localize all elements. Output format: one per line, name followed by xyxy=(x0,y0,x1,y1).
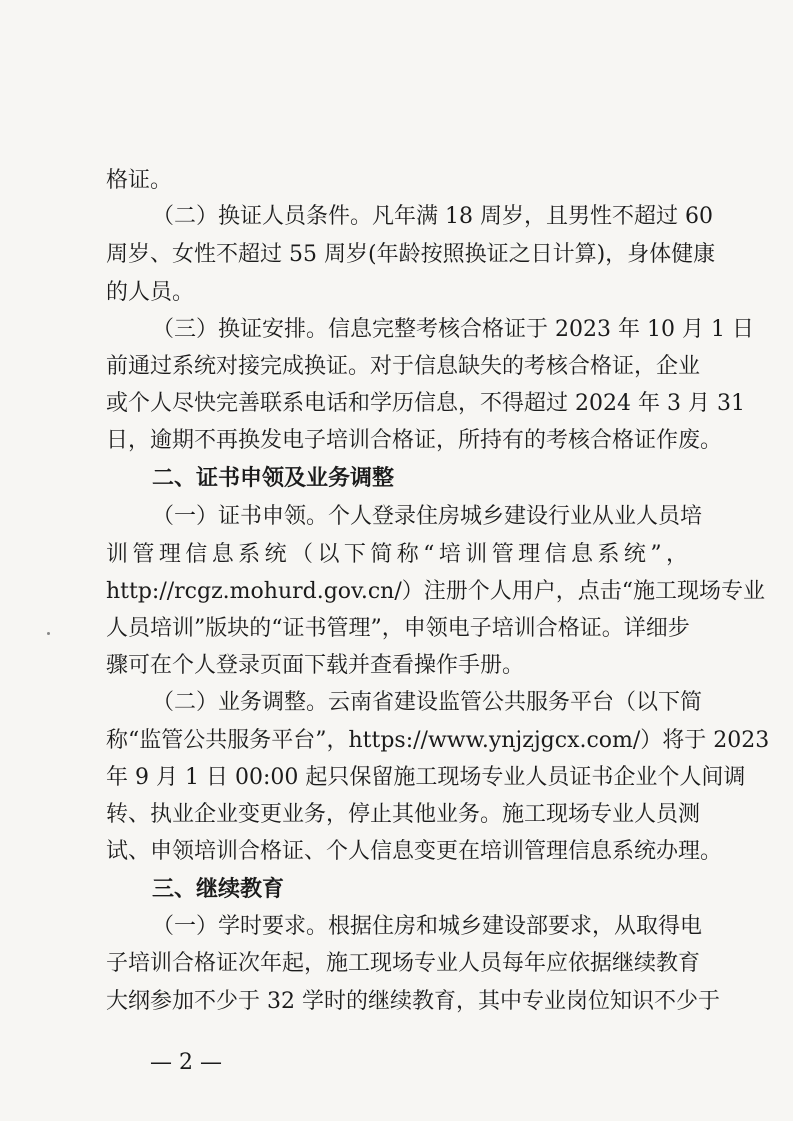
text-line: 训管理信息系统（以下简称“培训管理信息系统”， xyxy=(106,542,688,567)
text-line: （二）业务调整。云南省建设监管公共服务平台（以下简 xyxy=(152,690,703,715)
scan-speck xyxy=(47,632,50,635)
text-line: 格证。 xyxy=(106,168,173,193)
text-line: 年 9 月 1 日 00:00 起只保留施工现场专业人员证书企业个人间调 xyxy=(106,765,746,790)
text-line: http://rcgz.mohurd.gov.cn/）注册个人用户，点击“施工现场专业 xyxy=(106,579,766,604)
text-line: 周岁、女性不超过 55 周岁(年龄按照换证之日计算)，身体健康 xyxy=(106,242,716,267)
section-heading: 三、继续教育 xyxy=(152,877,285,902)
text-line: 子培训合格证次年起，施工现场专业人员每年应依据继续教育 xyxy=(106,951,701,976)
section-heading: 二、证书申领及业务调整 xyxy=(152,466,395,491)
text-line: 试、申领培训合格证、个人信息变更在培训管理信息系统办理。 xyxy=(106,839,723,864)
text-line: 转、执业企业变更业务，停止其他业务。施工现场专业人员测 xyxy=(106,802,701,827)
text-line: 骤可在个人登录页面下载并查看操作手册。 xyxy=(106,653,525,678)
text-line: 人员培训”版块的“证书管理”，申领电子培训合格证。详细步 xyxy=(106,616,690,641)
text-line: 或个人尽快完善联系电话和学历信息，不得超过 2024 年 3 月 31 xyxy=(106,391,745,416)
text-line: 的人员。 xyxy=(106,280,195,305)
text-line: 前通过系统对接完成换证。对于信息缺失的考核合格证，企业 xyxy=(106,354,701,379)
text-line: （三）换证安排。信息完整考核合格证于 2023 年 10 月 1 日 xyxy=(152,317,754,342)
text-line: 日，逾期不再换发电子培训合格证，所持有的考核合格证作废。 xyxy=(106,428,723,453)
text-line: （一）学时要求。根据住房和城乡建设部要求，从取得电 xyxy=(152,914,703,939)
text-line: 大纲参加不少于 32 学时的继续教育，其中专业岗位知识不少于 xyxy=(106,989,720,1014)
text-line: （二）换证人员条件。凡年满 18 周岁，且男性不超过 60 xyxy=(152,204,713,229)
text-line: （一）证书申领。个人登录住房城乡建设行业从业人员培 xyxy=(152,504,703,529)
text-line: 称“监管公共服务平台”，https://www.ynjzjgcx.com/）将于 2023 xyxy=(106,728,770,753)
page-number: — 2 — xyxy=(150,1050,222,1075)
